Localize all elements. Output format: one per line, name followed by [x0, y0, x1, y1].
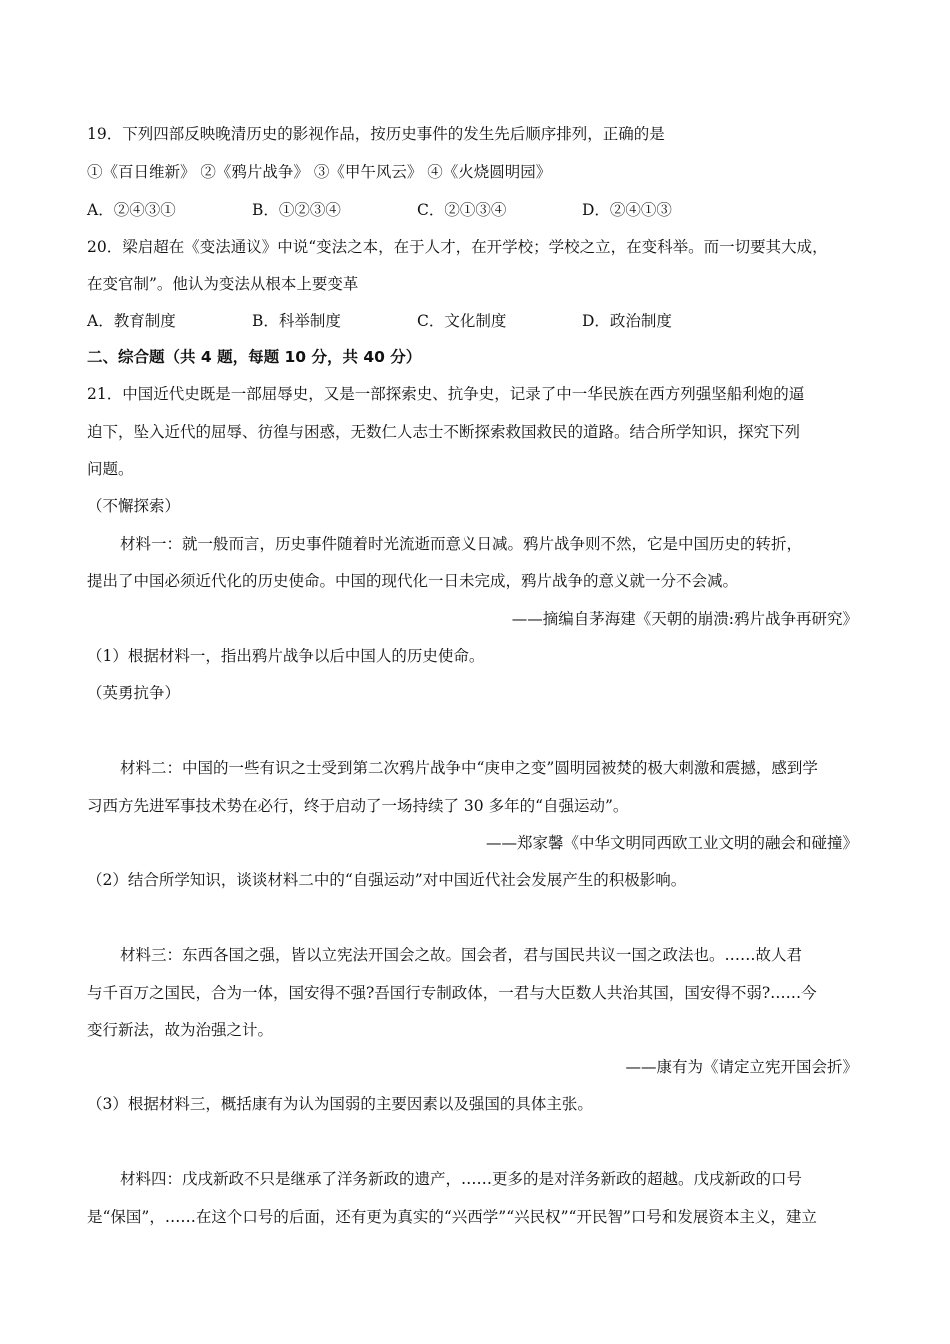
material2-source: ——郑家馨《中华文明同西欧工业文明的融会和碰撞》	[485, 834, 858, 852]
material2-line2: 习西方先进军事技术势在必行，终于启动了一场持续了 30 多年的“自强运动”。	[87, 797, 629, 815]
q19-stem: 19．下列四部反映晚清历史的影视作品，按历史事件的发生先后顺序排列，正确的是	[87, 125, 665, 143]
q21-intro-line3: 问题。	[87, 460, 134, 478]
section-heading: 二、综合题（共 4 题，每题 10 分，共 40 分）	[87, 348, 422, 366]
material1-line2: 提出了中国必须近代化的历史使命。中国的现代化一日未完成，鸦片战争的意义就一分不会减。	[87, 572, 739, 590]
q20-stem-line1: 20．梁启超在《变法通议》中说“变法之本，在于人才，在开学校；学校之立，在变科举。而一切要其大成，	[87, 238, 828, 256]
sub-question-1: （1）根据材料一，指出鸦片战争以后中国人的历史使命。	[87, 647, 485, 665]
q21-intro-line1: 21．中国近代史既是一部屈辱史，又是一部探索史、抗争史，记录了中一华民族在西方列强坚船利炮的逼	[87, 385, 805, 403]
material4-line1: 材料四：戊戌新政不只是继承了洋务新政的遗产，……更多的是对洋务新政的超越。戊戌新政的口号	[120, 1170, 803, 1188]
part1-tag: （不懈探索）	[87, 497, 181, 515]
material4-line2: 是“保国”，……在这个口号的后面，还有更为真实的“兴西学”“兴民权”“开民智”口号和发展资本主义，建立	[87, 1208, 817, 1226]
q20-option-b: B．科举制度	[252, 312, 341, 330]
sub-question-3: （3）根据材料三，概括康有为认为国弱的主要因素以及强国的具体主张。	[87, 1095, 593, 1113]
q21-intro-line2: 迫下，坠入近代的屈辱、彷徨与困惑，无数仁人志士不断探索救国救民的道路。结合所学知识，探究下列	[87, 423, 801, 441]
material3-line3: 变行新法，故为治强之计。	[87, 1021, 274, 1039]
q19-option-d: D．②④①③	[582, 201, 672, 219]
material1-line1: 材料一：就一般而言，历史事件随着时光流逝而意义日减。鸦片战争则不然，它是中国历史的转折，	[120, 535, 803, 553]
material3-line2: 与千百万之国民，合为一体，国安得不强?吾国行专制政体，一君与大臣数人共治其国，国安得不弱?……今	[87, 984, 817, 1002]
q19-option-c: C．②①③④	[417, 201, 507, 219]
material1-source: ——摘编自茅海建《天朝的崩溃:鸦片战争再研究》	[511, 610, 858, 628]
q20-options	[87, 311, 672, 331]
q19-options	[87, 200, 672, 220]
part2-tag: （英勇抗争）	[87, 684, 181, 702]
material3-source: ——康有为《请定立宪开国会折》	[625, 1058, 858, 1076]
q19-option-a: A．②④③①	[87, 201, 176, 219]
q20-option-d: D．政治制度	[582, 312, 672, 330]
material3-line1: 材料三：东西各国之强，皆以立宪法开国会之故。国会者，君与国民共议一国之政法也。……故人君	[120, 946, 803, 964]
material2-line1: 材料二：中国的一些有识之士受到第二次鸦片战争中“庚申之变”圆明园被焚的极大刺激和震撼，感到学	[120, 759, 818, 777]
q20-stem-line2: 在变官制”。他认为变法从根本上要变革	[87, 275, 359, 293]
sub-question-2: （2）结合所学知识，谈谈材料二中的“自强运动”对中国近代社会发展产生的积极影响。	[87, 871, 687, 889]
q20-option-c: C．文化制度	[417, 312, 507, 330]
q19-items: ①《百日维新》 ②《鸦片战争》 ③《甲午风云》 ④《火烧圆明园》	[87, 163, 552, 181]
q20-option-a: A．教育制度	[87, 312, 176, 330]
q19-option-b: B．①②③④	[252, 201, 341, 219]
